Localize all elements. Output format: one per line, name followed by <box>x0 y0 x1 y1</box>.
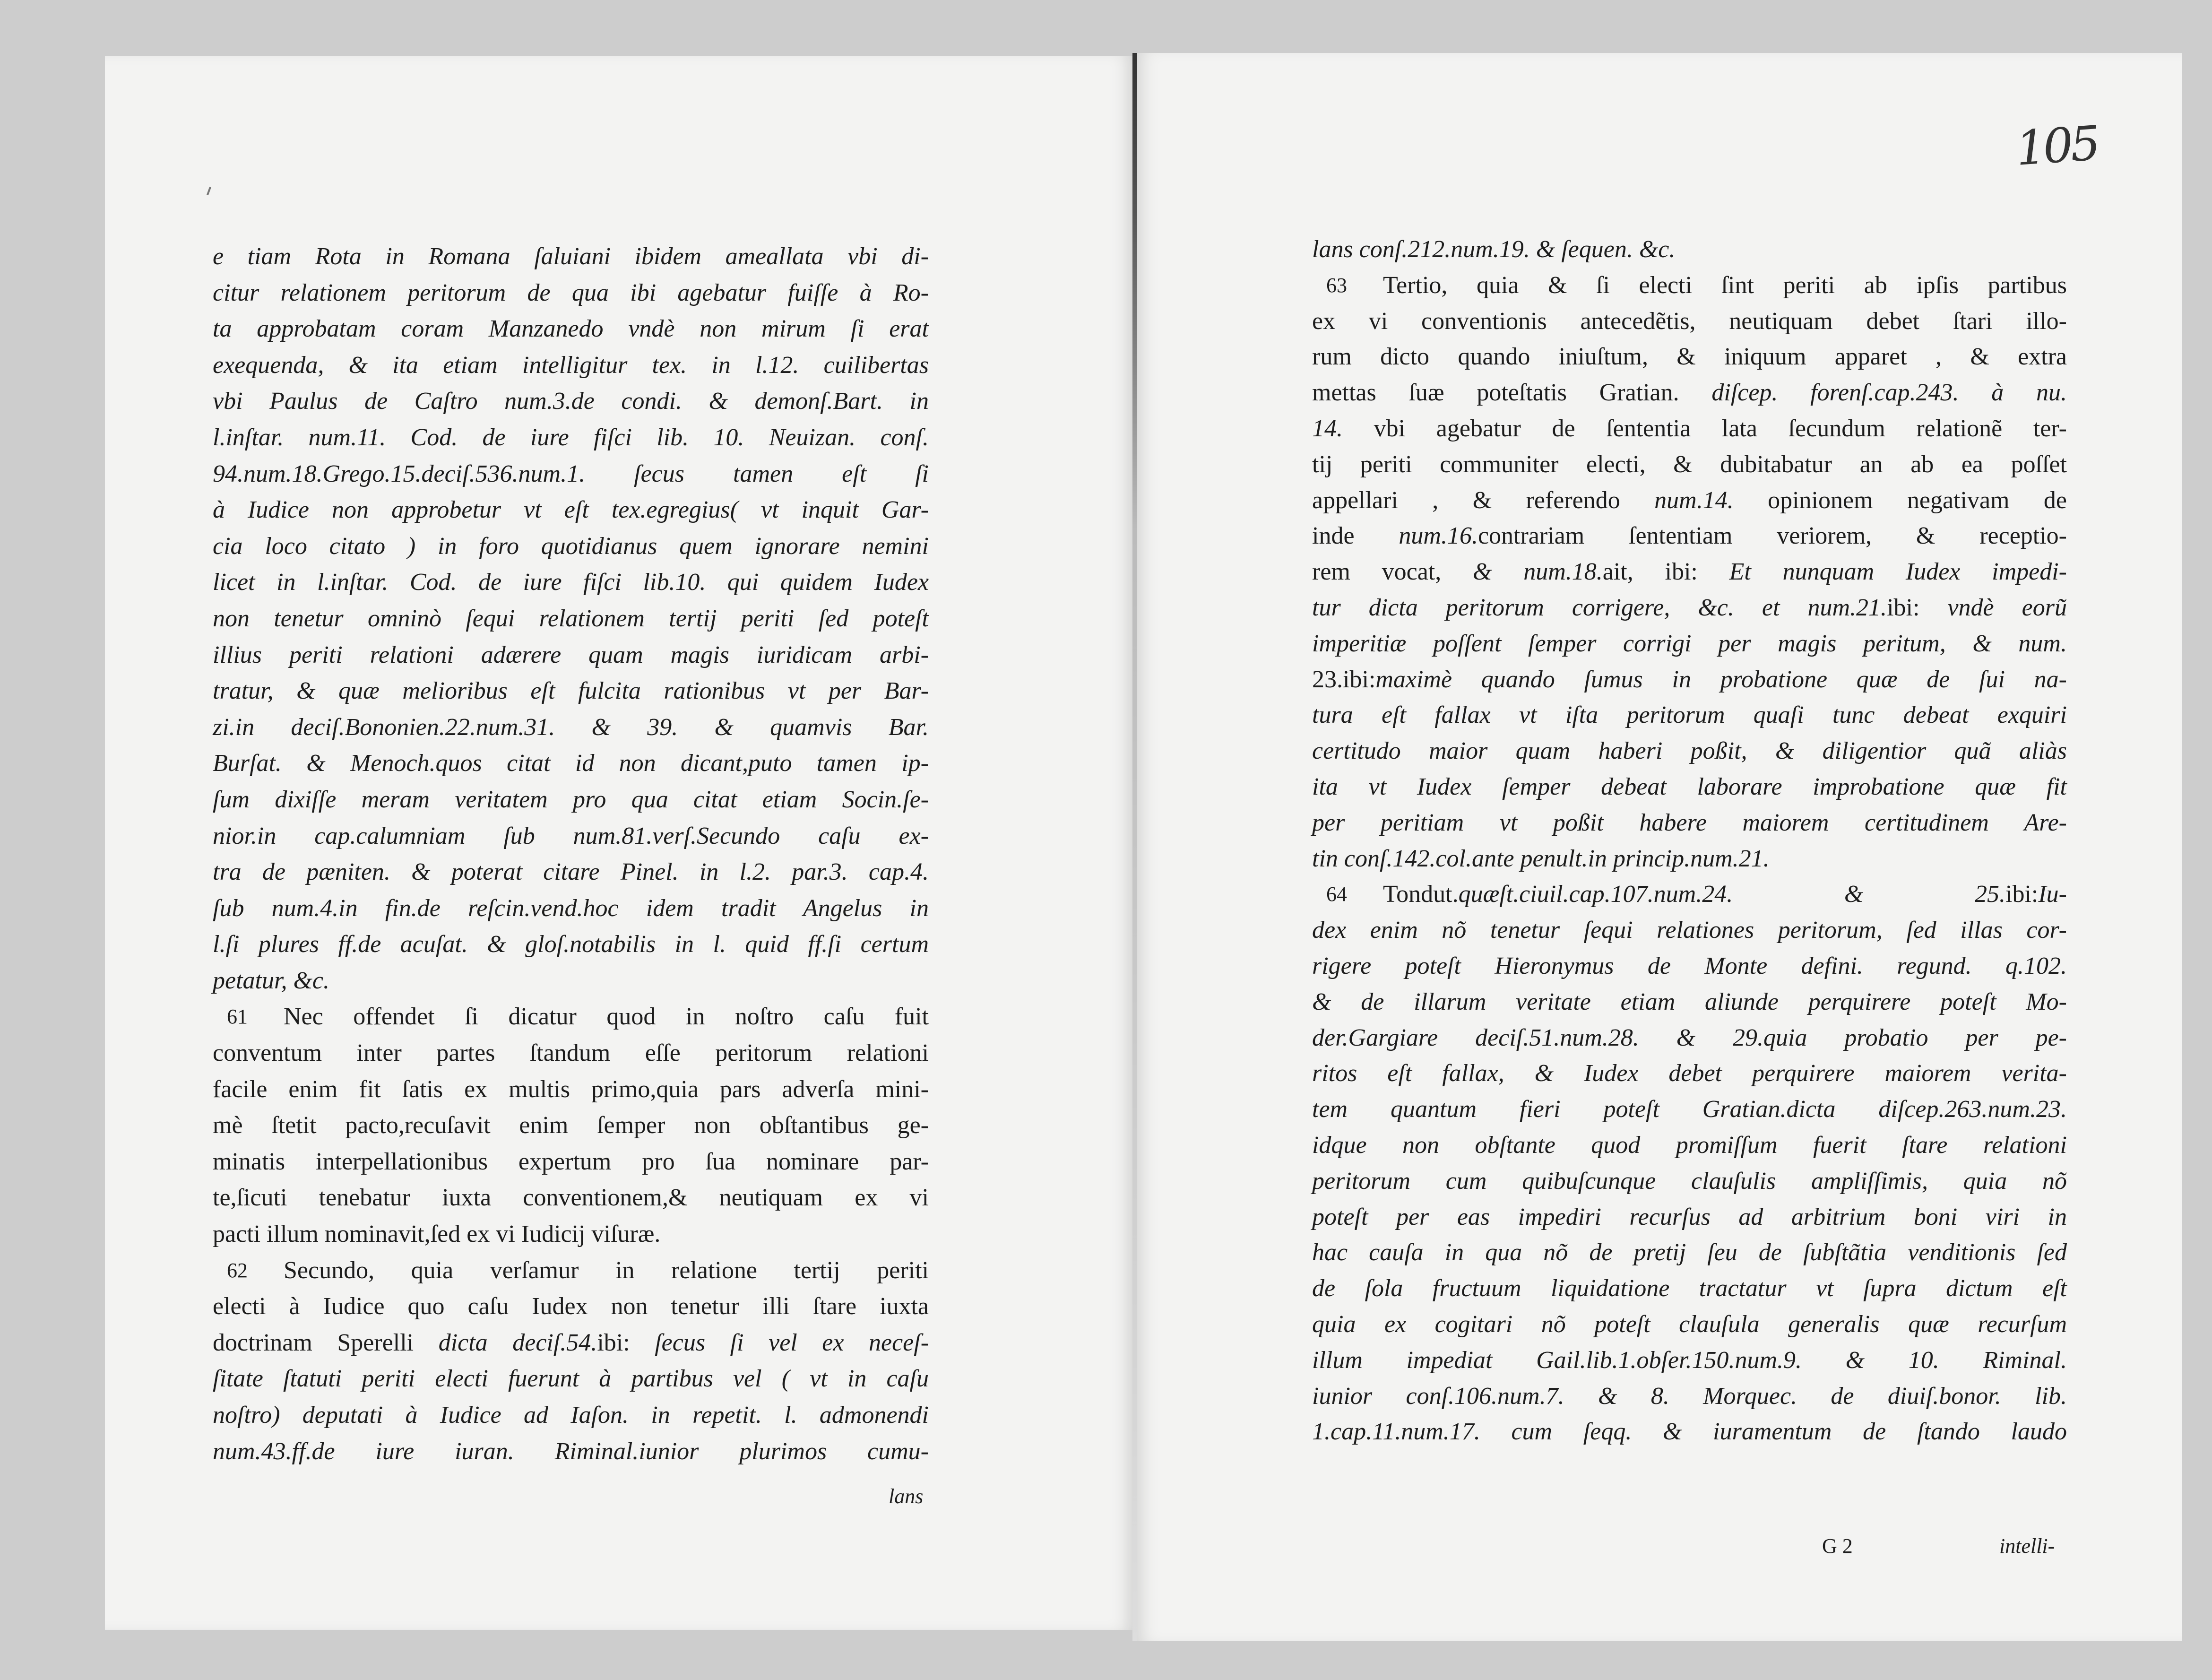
italic-text-segment: tem quantum fieri poteſt Gratian.dicta diſcep.263.num.23. <box>1312 1096 2067 1123</box>
italic-text-segment: zi.in deciſ.Bononien.22.num.31. & 39. & quamvis Bar. <box>213 713 929 741</box>
italic-text-segment: dex enim nõ tenetur ſequi relationes peritorum, ſed illas cor- <box>1312 917 2067 944</box>
text-line <box>1312 841 2067 877</box>
text-line <box>213 1397 929 1434</box>
text-line <box>213 782 929 818</box>
italic-text-segment: ta approbatam coram Manzanedo vndè non mirum ſi erat <box>213 315 929 343</box>
italic-text-segment: Iu- <box>2038 881 2067 908</box>
italic-text-segment: 1.cap.11.num.17. cum ſeqq. & iuramentum de ſtando laudo <box>1312 1418 2067 1446</box>
italic-text-segment: hac cauſa in qua nõ de pretij ſeu de ſubſtãtia venditionis ſed <box>1312 1239 2067 1266</box>
italic-text-segment: vndè eorũ <box>1947 594 2067 621</box>
italic-text-segment: rigere poteſt Hieronymus de Monte defini. regund. q.102. <box>1312 952 2067 979</box>
text-line <box>213 564 929 601</box>
italic-text-segment: per peritiam vt poßit habere maiorem certitudinem Are- <box>1312 809 2067 836</box>
italic-text-segment: & num.18. <box>1472 558 1603 586</box>
italic-text-segment: Et nunquam Iudex impedi- <box>1729 558 2067 586</box>
text-line <box>213 239 929 275</box>
text-line <box>1312 805 2067 841</box>
roman-text-segment: vbi agebatur de ſententia lata ſecundum relationẽ ter- <box>1343 415 2067 442</box>
roman-text-segment: inde <box>1312 522 1399 550</box>
text-line <box>1312 339 2067 375</box>
paragraph-number: 63 <box>1326 273 1347 297</box>
italic-text-segment: peritorum cum quibuſcunque clauſulis ampliſſimis, quia nõ <box>1312 1167 2067 1195</box>
text-line <box>213 1361 929 1397</box>
text-line <box>213 601 929 637</box>
italic-text-segment: 14. <box>1312 415 1343 442</box>
text-line <box>1312 447 2067 483</box>
left-page-text <box>213 239 929 1470</box>
italic-text-segment: poteſt per eas impediri recurſus ad arbitrium boni viri in <box>1312 1203 2067 1230</box>
roman-text-segment: conventum inter partes ſtandum eſſe peritorum relationi <box>213 1039 929 1067</box>
text-line <box>1312 626 2067 662</box>
italic-text-segment: ritos eſt fallax, & Iudex debet perquirere maiorem verita- <box>1312 1060 2067 1087</box>
paragraph-number: 61 <box>227 1005 248 1029</box>
text-line <box>1312 554 2067 590</box>
italic-text-segment: quæſt.ciuil.cap.107.num.24. & 25. <box>1458 881 2006 908</box>
roman-text-segment: te,ſicuti tenebatur iuxta conventionem,& neutiquam ex vi <box>213 1184 929 1212</box>
italic-text-segment: der.Gargiare deciſ.51.num.28. & 29.quia probatio per pe- <box>1312 1024 2067 1051</box>
italic-text-segment: citur relationem peritorum de qua ibi agebatur fuiſſe à Ro- <box>213 279 929 306</box>
paragraph-start-line <box>1312 876 2067 912</box>
roman-text-segment: pacti illum nominavit,ſed ex vi Iudicij viſuræ. <box>213 1221 661 1248</box>
text-line <box>213 673 929 710</box>
book-gutter-fold <box>1132 53 1137 1641</box>
paragraph-number: 62 <box>227 1258 248 1282</box>
roman-text-segment: ex vi conventionis antecedẽtis, neutiquam debet ſtari illo- <box>1312 307 2067 335</box>
text-line <box>1312 1235 2067 1271</box>
paragraph-number: 64 <box>1326 883 1347 906</box>
italic-text-segment: num.16. <box>1399 522 1478 550</box>
italic-text-segment: tra de pæniten. & poterat citare Pinel. in l.2. par.3. cap.4. <box>213 858 929 886</box>
italic-text-segment: à Iudice non approbetur vt eſt tex.egregius( vt inquit Gar- <box>213 496 929 524</box>
italic-text-segment: licet in l.inſtar. Cod. de iure fiſci lib.10. qui quidem Iudex <box>213 569 929 596</box>
italic-text-segment: Burſat. & Menoch.quos citat id non dicant,puto tamen ip- <box>213 750 929 777</box>
text-line <box>1312 1342 2067 1378</box>
italic-text-segment: tura eſt fallax vt iſta peritorum quaſi tunc debeat exquiri <box>1312 701 2067 729</box>
italic-text-segment: exequenda, & ita etiam intelligitur tex. in l.12. cuilibertas <box>213 351 929 379</box>
text-line <box>213 492 929 528</box>
italic-text-segment: illius periti relationi adærere quam magis iuridicam arbi- <box>213 641 929 668</box>
text-line <box>213 420 929 456</box>
roman-text-segment: ibi: <box>2005 881 2039 908</box>
text-line <box>213 891 929 927</box>
text-line <box>213 710 929 746</box>
text-line <box>213 637 929 674</box>
left-catchword: lans <box>889 1485 924 1508</box>
text-line <box>1312 769 2067 805</box>
text-line <box>213 1108 929 1144</box>
text-line <box>213 275 929 312</box>
text-line <box>1312 1091 2067 1127</box>
roman-text-segment: rem vocat, <box>1312 558 1473 586</box>
text-line <box>1312 411 2067 447</box>
roman-text-segment: facile enim fit ſatis ex multis primo,quia pars adverſa mini- <box>213 1075 929 1103</box>
italic-text-segment: imperitiæ poſſent ſemper corrigi per magis peritum, & num. <box>1312 630 2067 657</box>
roman-text-segment: doctrinam Sperelli <box>213 1329 439 1356</box>
text-line <box>213 1035 929 1072</box>
text-line <box>1312 483 2067 519</box>
text-line <box>1312 375 2067 411</box>
text-line <box>1312 1199 2067 1235</box>
paragraph-start-line <box>213 999 929 1035</box>
roman-text-segment: rum dicto quando iniuſtum, & iniquum apparet , & extra <box>1312 343 2067 371</box>
roman-text-segment: mè ſtetit pacto,recuſavit enim ſemper non obſtantibus ge- <box>213 1112 929 1139</box>
text-line <box>213 311 929 347</box>
italic-text-segment: ſub num.4.in fin.de reſcin.vend.hoc idem tradit Angelus in <box>213 894 929 922</box>
roman-text-segment: Secundo, quia verſamur in relatione tertij periti <box>284 1256 929 1284</box>
italic-text-segment: ita vt Iudex ſemper debeat laborare improbatione quæ fit <box>1312 773 2067 800</box>
text-line <box>213 456 929 493</box>
italic-text-segment: ſum dixiſſe meram veritatem pro qua citat etiam Socin.ſe- <box>213 786 929 813</box>
italic-text-segment: petatur, &c. <box>213 967 329 994</box>
roman-text-segment: minatis interpellationibus expertum pro ſua nominare par- <box>213 1148 929 1175</box>
italic-text-segment: certitudo maior quam haberi poßit, & diligentior quã aliàs <box>1312 737 2067 765</box>
roman-text-segment: appellari , & referendo <box>1312 486 1655 514</box>
text-line <box>213 818 929 855</box>
italic-text-segment: idque non obſtante quod promiſſum fuerit ſtare relationi <box>1312 1131 2067 1159</box>
text-line <box>1312 518 2067 554</box>
italic-text-segment: 94.num.18.Grego.15.deciſ.536.num.1. ſecus tamen eſt ſi <box>213 460 929 487</box>
text-line <box>1312 984 2067 1020</box>
italic-text-segment: de ſola fructuum liquidatione tractatur vt ſupra dictum eſt <box>1312 1275 2067 1302</box>
text-line <box>213 1289 929 1325</box>
italic-text-segment: l.inſtar. num.11. Cod. de iure fiſci lib. 10. Neuizan. conſ. <box>213 424 929 451</box>
italic-text-segment: iunior conſ.106.num.7. & 8. Morquec. de diuiſ.bonor. lib. <box>1312 1382 2067 1410</box>
italic-text-segment: & de illarum veritate etiam aliunde perquirere poteſt Mo- <box>1312 988 2067 1015</box>
handwritten-folio-number: 105 <box>2014 115 2100 176</box>
roman-text-segment: tij periti communiter electi, & dubitabatur an ab ea poſſet <box>1312 450 2067 478</box>
text-line <box>213 1180 929 1216</box>
italic-text-segment: maximè quando ſumus in probatione quæ de ſui na- <box>1375 666 2067 693</box>
text-line <box>1312 1307 2067 1342</box>
text-line <box>213 383 929 420</box>
roman-text-segment: contrariam ſententiam veriorem, & receptio- <box>1478 522 2067 550</box>
paragraph-start-line <box>1312 268 2067 303</box>
text-line <box>1312 662 2067 698</box>
text-line <box>213 745 929 782</box>
text-line <box>213 1325 929 1361</box>
text-line <box>1312 1056 2067 1091</box>
text-line <box>213 347 929 384</box>
text-line <box>1312 590 2067 626</box>
text-line <box>1312 733 2067 769</box>
text-line <box>1312 1127 2067 1163</box>
roman-text-segment: 23.ibi: <box>1312 666 1376 693</box>
text-line <box>1312 1271 2067 1307</box>
italic-text-segment: illum impediat Gail.lib.1.obſer.150.num.9. & 10. Riminal. <box>1312 1346 2067 1374</box>
text-line <box>1312 1163 2067 1199</box>
text-line <box>1312 303 2067 339</box>
italic-text-segment: num.43.ff.de iure iuran. Riminal.iunior plurimos cumu- <box>213 1438 929 1465</box>
italic-text-segment: noſtro) deputati à Iudice ad Iaſon. in repetit. l. admonendi <box>213 1402 929 1429</box>
italic-text-segment: ſecus ſi vel ex neceſ- <box>655 1329 929 1356</box>
text-line <box>213 1144 929 1180</box>
text-line <box>213 1072 929 1108</box>
italic-text-segment: tur dicta peritorum corrigere, &c. et num.21. <box>1312 594 1887 621</box>
italic-text-segment: dicta deciſ.54. <box>438 1329 597 1356</box>
text-line <box>1312 948 2067 984</box>
text-line <box>213 1216 929 1253</box>
text-line <box>213 1434 929 1470</box>
italic-text-segment: num.14. <box>1654 486 1734 514</box>
italic-text-segment: quia ex cogitari nõ poteſt clauſula generalis quæ recurſum <box>1312 1310 2067 1338</box>
roman-text-segment: Tondut. <box>1383 881 1459 908</box>
text-line <box>1312 912 2067 948</box>
italic-text-segment: tin conſ.142.col.ante penult.in princip.num.21. <box>1312 845 1770 872</box>
text-line <box>1312 697 2067 733</box>
text-line <box>213 528 929 565</box>
text-line <box>1312 1020 2067 1056</box>
italic-text-segment: diſcep. forenſ.cap.243. à nu. <box>1711 379 2067 407</box>
text-line <box>213 963 929 999</box>
roman-text-segment: Nec offendet ſi dicatur quod in noſtro caſu fuit <box>284 1003 929 1031</box>
text-line <box>213 927 929 963</box>
text-line <box>1312 1378 2067 1414</box>
text-line <box>1312 232 2067 268</box>
italic-text-segment: e tiam Rota in Romana ſaluiani ibidem ameallata vbi di- <box>213 243 929 270</box>
text-line <box>213 854 929 891</box>
roman-text-segment: ibi: <box>597 1329 655 1356</box>
italic-text-segment: vbi Paulus de Caſtro num.3.de condi. & demonſ.Bart. in <box>213 388 929 415</box>
roman-text-segment: mettas ſuæ poteſtatis Gratian. <box>1312 379 1712 407</box>
right-catchword: intelli- <box>1999 1534 2055 1558</box>
right-page-text <box>1312 232 2067 1450</box>
roman-text-segment: ibi: <box>1887 594 1948 621</box>
text-line <box>1312 1414 2067 1450</box>
roman-text-segment: ait, ibi: <box>1602 558 1729 586</box>
roman-text-segment: Tertio, quia & ſi electi ſint periti ab ipſis partibus <box>1383 271 2067 299</box>
italic-text-segment: tratur, & quæ melioribus eſt fulcita rationibus vt per Bar- <box>213 677 929 705</box>
signature-mark: G 2 <box>1822 1534 1853 1558</box>
italic-text-segment: ſitate ſtatuti periti electi fuerunt à partibus vel ( vt in caſu <box>213 1365 929 1393</box>
roman-text-segment: opinionem negativam de <box>1733 486 2067 514</box>
italic-text-segment: nior.in cap.calumniam ſub num.81.verſ.Secundo caſu ex- <box>213 822 929 849</box>
italic-text-segment: l.ſi plures ff.de acuſat. & gloſ.notabilis in l. quid ff.ſi certum <box>213 931 929 958</box>
italic-text-segment: non tenetur omninò ſequi relationem tertij periti ſed poteſt <box>213 605 929 632</box>
italic-text-segment: lans conſ.212.num.19. & ſequen. &c. <box>1312 236 1676 263</box>
roman-text-segment: electi à Iudice quo caſu Iudex non tenetur illi ſtare iuxta <box>213 1293 929 1320</box>
paragraph-start-line <box>213 1253 929 1289</box>
italic-text-segment: cia loco citato ) in foro quotidianus quem ignorare nemini <box>213 532 929 560</box>
